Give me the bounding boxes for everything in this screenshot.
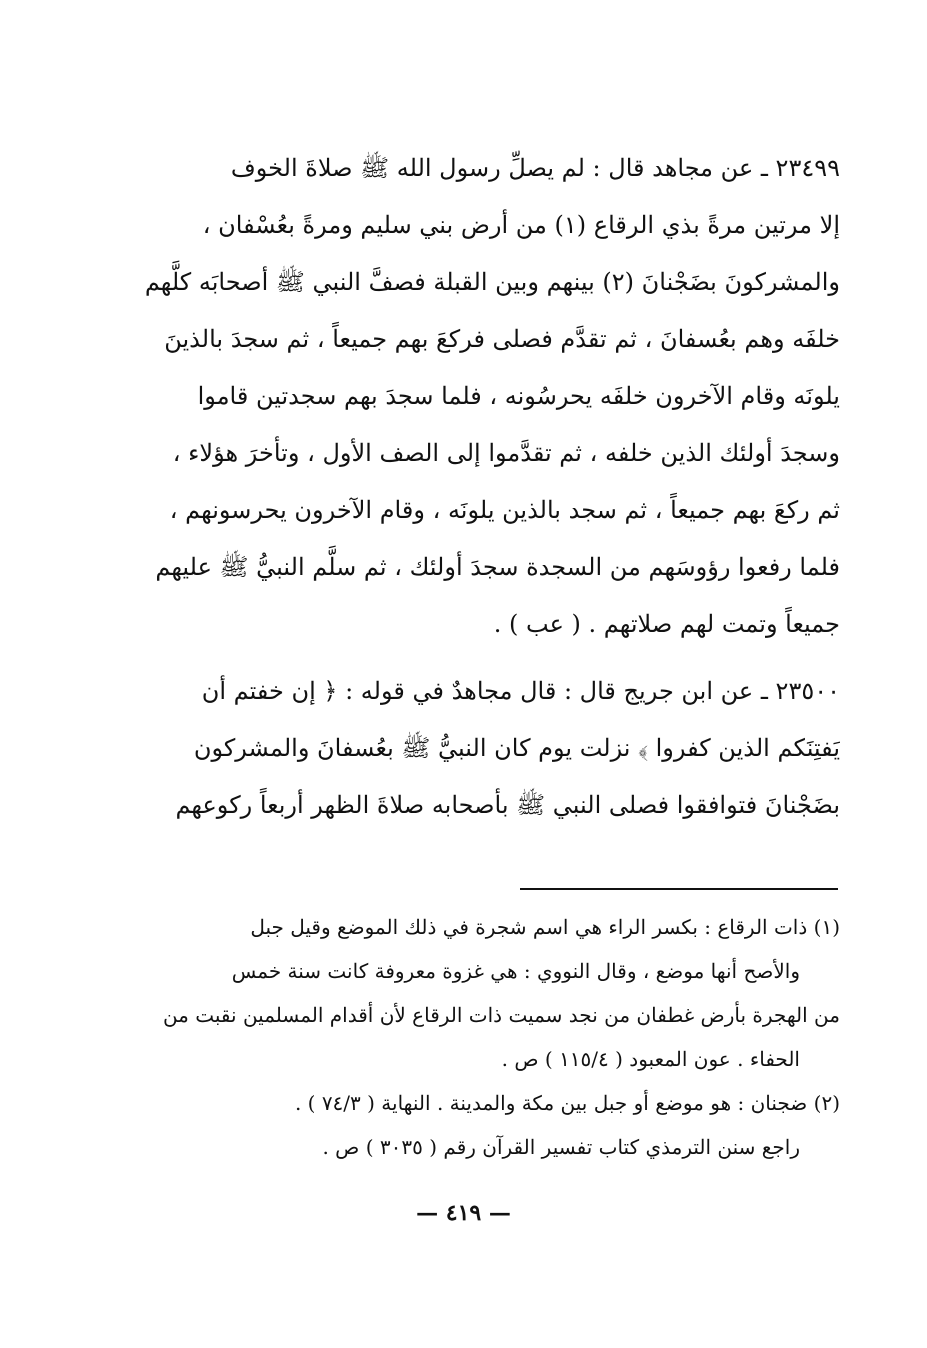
main-text bbox=[120, 140, 840, 834]
footnote-line: والأصح أنها موضع ، وقال النووي : هي غزوة معروفة كانت سنة خمس bbox=[231, 959, 800, 983]
hadith-23499 bbox=[120, 140, 840, 653]
text-line: ثم ركعَ بهم جميعاً ، ثم سجد بالذين يلونَه ، وقام الآخرون يحرسونهم ، bbox=[169, 496, 840, 524]
footnote-line: (١) ذات الرقاع : بكسر الراء هي اسم شجرة في ذلك الموضع وقيل جبل bbox=[250, 915, 840, 939]
text-line: ٢٣٤٩٩ ـ عن مجاهد قال : لم يصلِّ رسول الله ﷺ صلاةَ الخوف bbox=[230, 154, 840, 182]
text-line: يلونَه وقام الآخرون خلفَه يحرسُونه ، فلما سجدَ بهم سجدتين قاموا bbox=[197, 382, 840, 410]
footnote-line: من الهجرة بأرض غطفان من نجد سميت ذات الرقاع لأن أقدام المسلمين نقبت من bbox=[162, 1003, 840, 1027]
text-line: ٢٣٥٠٠ ـ عن ابن جريج قال : قال مجاهدٌ في قوله : ﴿ إن خفتم أن bbox=[201, 677, 840, 705]
footnote-line: الحفاء . عون المعبود ( ١١٥/٤ ) ص . bbox=[501, 1047, 800, 1071]
footnotes bbox=[120, 905, 840, 1169]
footnote-line: راجع سنن الترمذي كتاب تفسير القرآن رقم ( ٣٠٣٥ ) ص . bbox=[322, 1135, 800, 1159]
text-line: بضَجْنانَ فتوافقوا فصلى النبي ﷺ بأصحابه صلاةَ الظهر أربعاً ركوعهم bbox=[175, 791, 840, 819]
text-line: وسجدَ أولئك الذين خلفه ، ثم تقدَّموا إلى الصف الأول ، وتأخرَ هؤلاء ، bbox=[172, 439, 840, 467]
footnote-1 bbox=[120, 905, 840, 1081]
text-line: خلفَه وهم بعُسفانَ ، ثم تقدَّم فصلى فركعَ بهم جميعاً ، ثم سجدَ بالذينَ bbox=[164, 325, 840, 353]
text-line: جميعاً وتمت لهم صلاتهم . ( عب ) . bbox=[493, 610, 840, 638]
paragraph-gap bbox=[120, 653, 840, 663]
footnote-line: (٢) ضجنان : هو موضع أو جبل بين مكة والمدينة . النهاية ( ٧٤/٣ ) . bbox=[294, 1091, 840, 1115]
footnote-divider bbox=[520, 888, 838, 890]
text-line: إلا مرتين مرةً بذي الرقاع (١) من أرض بني سليم ومرةً بعُسْفان ، bbox=[202, 211, 840, 239]
text-line: يَفتِنَكم الذين كفروا ﴾ نزلت يوم كان النبيُّ ﷺ بعُسفانَ والمشركون bbox=[193, 734, 840, 762]
footnote-2 bbox=[120, 1081, 840, 1169]
text-line: فلما رفعوا رؤوسَهم من السجدة سجدَ أولئك ، ثم سلَّم النبيُّ ﷺ عليهم bbox=[155, 553, 840, 581]
page-number: — ٤١٩ — bbox=[416, 1200, 511, 1226]
hadith-23500 bbox=[120, 663, 840, 834]
text-line: والمشركونَ بضَجْنانَ (٢) بينهم وبين القبلة فصفَّ النبي ﷺ أصحابَه كلَّهم bbox=[144, 268, 840, 296]
